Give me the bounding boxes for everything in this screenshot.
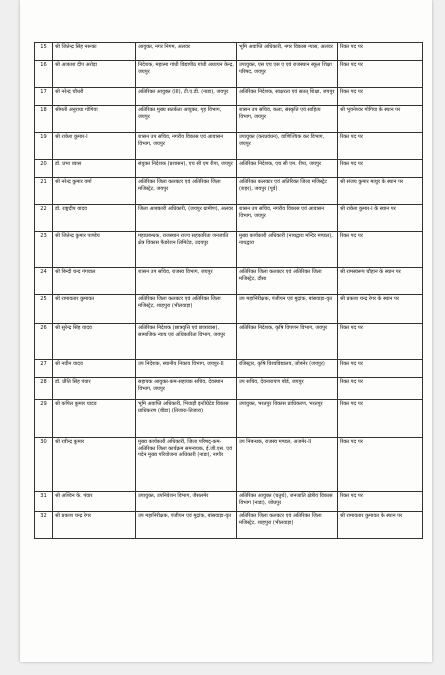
remark-cell: रिक्त पद पर (338, 324, 423, 359)
officer-name-cell: डॉ. प्रभा व्यास (53, 160, 136, 177)
serial-number-cell: 22 (35, 205, 53, 231)
new-post-cell: अतिरिक्त आयुक्त (चतुर्थ), जनजाति क्षेत्रीय विकास विभाग (नाडा), जोधपुर (237, 492, 338, 511)
new-post-cell: अतिरिक्त निदेशक, एच सी एम. रीपा, जयपुर (237, 160, 338, 177)
remark-cell: श्री संजय कुमार माथुर के स्थान पर (338, 178, 423, 204)
remark-cell: रिक्त पद पर (338, 61, 423, 87)
new-post-cell: अतिरिक्त जिला कलक्टर एवं अतिरिक्त जिला मजिस्ट्रेट, दौसा (237, 268, 338, 294)
new-post-cell: शासन उप सचिव, कला, संस्कृति एवं साहित्य विभाग, जयपुर (237, 106, 338, 132)
table-row (35, 43, 423, 61)
new-post-cell: उप निबन्धक, राजस्व मण्डल, अजमेर-II (237, 438, 338, 491)
current-post-cell: अतिरिक्त जिला कलक्टर एवं अतिरिक्त जिला मजिस्ट्रेट, जयपुर (136, 178, 237, 204)
officer-name-cell: श्री नरेन्द्र चौधरी (53, 88, 136, 105)
remark-cell: श्री प्रकाश चन्द्र रेगर के स्थान पर (338, 295, 423, 323)
current-post-cell: अतिरिक्त निदेशक (छात्रवृत्ति एवं छात्रावास), सामाजिक न्याय एवं अधिकारिता विभाग, जयपुर (136, 324, 237, 359)
table-row (35, 88, 423, 106)
table-row (35, 178, 423, 205)
officer-name-cell: श्री नरेन्द्र कुमार वर्मा (53, 178, 136, 204)
officer-name-cell: श्रीमती अनुराधा गोगिया (53, 106, 136, 132)
serial-number-cell: 16 (35, 61, 53, 87)
officer-name-cell: श्री नवीन यादव (53, 360, 136, 377)
serial-number-cell: 30 (35, 438, 53, 491)
table-row (35, 232, 423, 268)
current-post-cell: उप निदेशक, स्थानीय निकाय विभाग, जयपुर-II (136, 360, 237, 377)
remark-cell: रिक्त पद पर (338, 360, 423, 377)
current-post-cell: अतिरिक्त मुख्य सतर्कता आयुक्त, गृह विभाग, जयपुर (136, 106, 237, 132)
new-post-cell: उपायुक्त, एस एच एस ए एवं राजस्थान स्कूल शिक्षा परिषद, जयपुर (237, 61, 338, 87)
officer-name-cell: डॉ. राष्ट्रदीप यादव (53, 205, 136, 231)
serial-number-cell: 18 (35, 106, 53, 132)
table-row (35, 61, 423, 88)
current-post-cell: अतिरिक्त जिला कलक्टर एवं अतिरिक्त जिला मजिस्ट्रेट, शाहपुरा (भीलवाड़ा) (136, 295, 237, 323)
table-row (35, 205, 423, 232)
remark-cell: रिक्त पद पर (338, 88, 423, 105)
officer-name-cell: श्री जितेन्द्र सिंह नरूका (53, 43, 136, 60)
table-row (35, 133, 423, 160)
remark-cell: रिक्त पद पर (338, 400, 423, 437)
remark-cell: श्री राकेश कुमार-I के स्थान पर (338, 205, 423, 231)
new-post-cell: अतिरिक्त निदेशक, साक्षरता एवं सतत् शिक्षा, जयपुर (237, 88, 338, 105)
current-post-cell: शासन उप सचिव, नगरीय विकास एवं आवासन विभाग, जयपुर (136, 133, 237, 159)
transfer-table (34, 42, 423, 539)
officer-name-cell: श्री अश्विन के. पंवार (53, 492, 136, 511)
new-post-cell: मुख्य कार्यकारी अधिकारी (नाथद्वारा मन्दिर मण्डल), नाथद्वारा (237, 232, 338, 267)
table-row (35, 378, 423, 400)
new-post-cell: अतिरिक्त निदेशक, कृषि विपणन विभाग, जयपुर (237, 324, 338, 359)
remark-cell: रिक्त पद पर (338, 378, 423, 399)
current-post-cell: निदेशक, महात्मा गांधी विद्यापीठ गांधी अध्ययन केन्द्र, जयपुर (136, 61, 237, 87)
new-post-cell: शासन उप सचिव, नगरीय विकास एवं आवासन विभाग, जयपुर (237, 205, 338, 231)
table-row (35, 512, 423, 539)
officer-name-cell: श्री आकाश दीप अरोड़ा (53, 61, 136, 87)
new-post-cell: भूमि अवाप्ति अधिकारी, नगर विकास न्यास, अलवर (237, 43, 338, 60)
table-row (35, 360, 423, 378)
current-post-cell: अतिरिक्त आयुक्त (III), टी.ए.डी. (नाडा), जयपुर (136, 88, 237, 105)
remark-cell: रिक्त पद पर (338, 160, 423, 177)
officer-name-cell: श्री रामावतार कुमावत (53, 295, 136, 323)
officer-name-cell: श्री प्रकाश चन्द्र रेगर (53, 512, 136, 538)
remark-cell: रिक्त पद पर (338, 133, 423, 159)
document-page (20, 0, 432, 662)
serial-number-cell: 28 (35, 378, 53, 399)
table-row (35, 106, 423, 133)
serial-number-cell: 19 (35, 133, 53, 159)
current-post-cell: संयुक्त निदेशक (प्रशासन), एच सी एम रीपा, जयपुर (136, 160, 237, 177)
serial-number-cell: 20 (35, 160, 53, 177)
new-post-cell: उपायुक्त (करप्रवंधन), वाणिज्यिक कर विभाग, जयपुर (237, 133, 338, 159)
table-row (35, 492, 423, 512)
current-post-cell: आयुक्त, नगर निगम, अलवर (136, 43, 237, 60)
new-post-cell: उप महानिरीक्षक, पंजीयन एवं मुद्रांक, बांसवाड़ा-वृत (237, 295, 338, 323)
table-row (35, 268, 423, 295)
serial-number-cell: 17 (35, 88, 53, 105)
current-post-cell: शासन उप सचिव, राजस्व विभाग, जयपुर (136, 268, 237, 294)
new-post-cell: उपायुक्त, भरतपुर विकास प्राधिकरण, भरतपुर (237, 400, 338, 437)
officer-name-cell: श्री कपिल कुमार यादव (53, 400, 136, 437)
remark-cell: रिक्त पद पर (338, 43, 423, 60)
new-post-cell: रजिस्ट्रार, कृषि विश्वविद्यालय, जोबनेर (जयपुर) (237, 360, 338, 377)
table-row (35, 324, 423, 360)
current-post-cell: जिला आबकारी अधिकारी, (जयपुर ग्रामीण), अलवर (136, 205, 237, 231)
serial-number-cell: 23 (35, 232, 53, 267)
serial-number-cell: 31 (35, 492, 53, 511)
table-row (35, 160, 423, 178)
current-post-cell: उपायुक्त, उपनिवेशन विभाग, जैसलमेर (136, 492, 237, 511)
serial-number-cell: 27 (35, 360, 53, 377)
remark-cell: रिक्त पद पर (338, 232, 423, 267)
current-post-cell: उप महानिरीक्षक, पंजीयन एवं मुद्रांक, बांसवाड़ा-वृत (136, 512, 237, 538)
serial-number-cell: 25 (35, 295, 53, 323)
current-post-cell: सहायक आयुक्त-कम-सहायक सचिव, देवस्थान विभाग, जयपुर (136, 378, 237, 399)
serial-number-cell: 26 (35, 324, 53, 359)
officer-name-cell: श्री बिन्दी चन्द गंगवाल (53, 268, 136, 294)
new-post-cell: अतिरिक्त जिला कलक्टर एवं अतिरिक्त जिला मजिस्ट्रेट, शाहपुरा (भीलवाड़ा) (237, 512, 338, 538)
current-post-cell: भूमि अवाप्ति अधिकारी, भिवाड़ी इन्टीग्रेटेड विकास प्राधिकरण (बीडा) (तिजारा-तिजारा) (136, 400, 237, 437)
officer-name-cell: श्री जितेन्द्र कुमार पाण्डेय (53, 232, 136, 267)
table-row (35, 438, 423, 492)
remark-cell: श्री रामावतार कुमावत के स्थान पर (338, 512, 423, 538)
serial-number-cell: 15 (35, 43, 53, 60)
serial-number-cell: 29 (35, 400, 53, 437)
remark-cell: रिक्त पद पर (338, 438, 423, 491)
current-post-cell: महाप्रबन्धक, राजस्थान राज्य सहकारिता जनजाति क्षेत्र विकास फैडरेशन लिमिटेड, उदयपुर (136, 232, 237, 267)
serial-number-cell: 24 (35, 268, 53, 294)
table-row (35, 400, 423, 438)
serial-number-cell: 21 (35, 178, 53, 204)
officer-name-cell: श्री सुरेन्द्र सिंह यादव (53, 324, 136, 359)
officer-name-cell: श्री राकेश कुमार-I (53, 133, 136, 159)
serial-number-cell: 32 (35, 512, 53, 538)
new-post-cell: अतिरिक्त कलक्टर एवं अतिरिक्त जिला मजिस्ट्रेट (शहर), जयपुर (पूर्व) (237, 178, 338, 204)
remark-cell: श्री भुवनेश्वर गोगिया के स्थान पर (338, 106, 423, 132)
new-post-cell: उप सचिव, देवनारायण बोर्ड, जयपुर (237, 378, 338, 399)
officer-name-cell: श्री रवीन्द्र कुमार (53, 438, 136, 491)
current-post-cell: मुख्य कार्यकारी अधिकारी, जिला परिषद्-कम- अतिरिक्त जिला कार्यक्रम समन्वयक, ई.जी.एस. एवं पदेन मुख्य परियोजना अधिकारी (नाडा), नागौर (136, 438, 237, 491)
remark-cell: रिक्त पद पर (338, 492, 423, 511)
table-row (35, 295, 423, 324)
remark-cell: श्री रामस्वरूप चौहान के स्थान पर (338, 268, 423, 294)
officer-name-cell: डॉ. प्रीति सिंह पंवार (53, 378, 136, 399)
